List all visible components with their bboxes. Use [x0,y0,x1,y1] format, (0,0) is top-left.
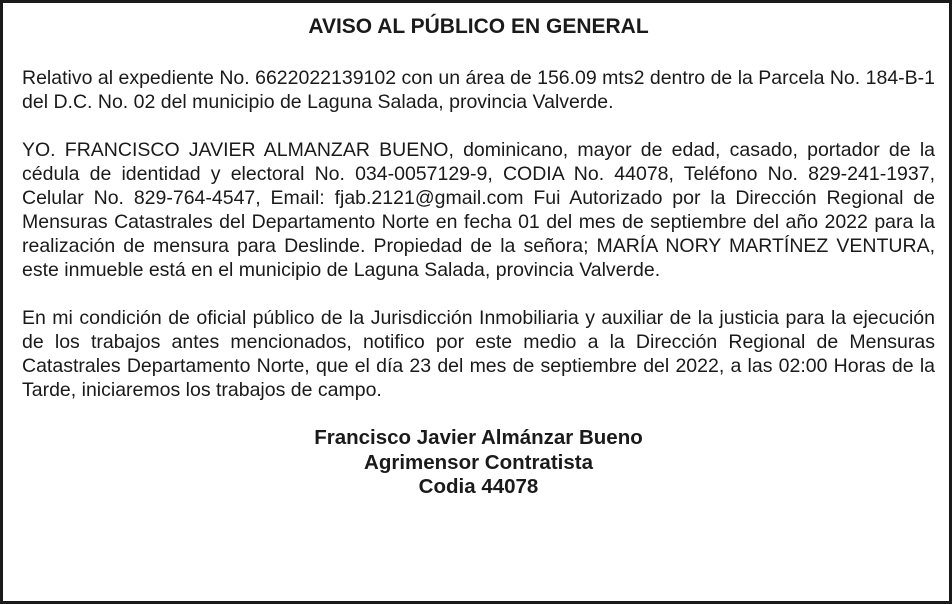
signature-block [22,426,935,500]
paragraph-surveyor-declaration: YO. FRANCISCO JAVIER ALMANZAR BUENO, dominicano, mayor de edad, casado, portador de la cédula de identidad y electoral No. 034-0057129-9, CODIA No. 44078, Teléfono No. 829-241-1937, Celular No. 829-764-4547, Email: fjab.2121@gmail.com Fui Autorizado por la Dirección Regional de Mensuras Catastrales del Departamento Norte en fecha 01 del mes de septiembre del año 2022 para la realización de mensura para Deslinde. Propiedad de la señora; MARÍA NORY MARTÍNEZ VENTURA, este inmueble está en el municipio de Laguna Salada, provincia Valverde. [22,139,935,281]
signature-role: Agrimensor Contratista [364,450,593,474]
signature-codia: Codia 44078 [418,475,539,498]
paragraph-notification: En mi condición de oficial público de la Jurisdicción Inmobiliaria y auxiliar de la justicia para la ejecución de los trabajos antes mencionados, notifico por este medio a la Dirección Regional de Mensuras Catastrales Departamento Norte, que el día 23 del mes de septiembre del 2022, a las 02:00 Horas de la Tarde, iniciaremos los trabajos de campo. [22,307,935,401]
signature-name: Francisco Javier Almánzar Bueno [314,426,643,449]
notice-title: AVISO AL PÚBLICO EN GENERAL [308,15,649,38]
paragraph-file-reference: Relativo al expediente No. 6622022139102 con un área de 156.09 mts2 dentro de la Parcela No. 184-B-1 del D.C. No. 02 del municipio de Laguna Salada, provincia Valverde. [22,67,935,113]
